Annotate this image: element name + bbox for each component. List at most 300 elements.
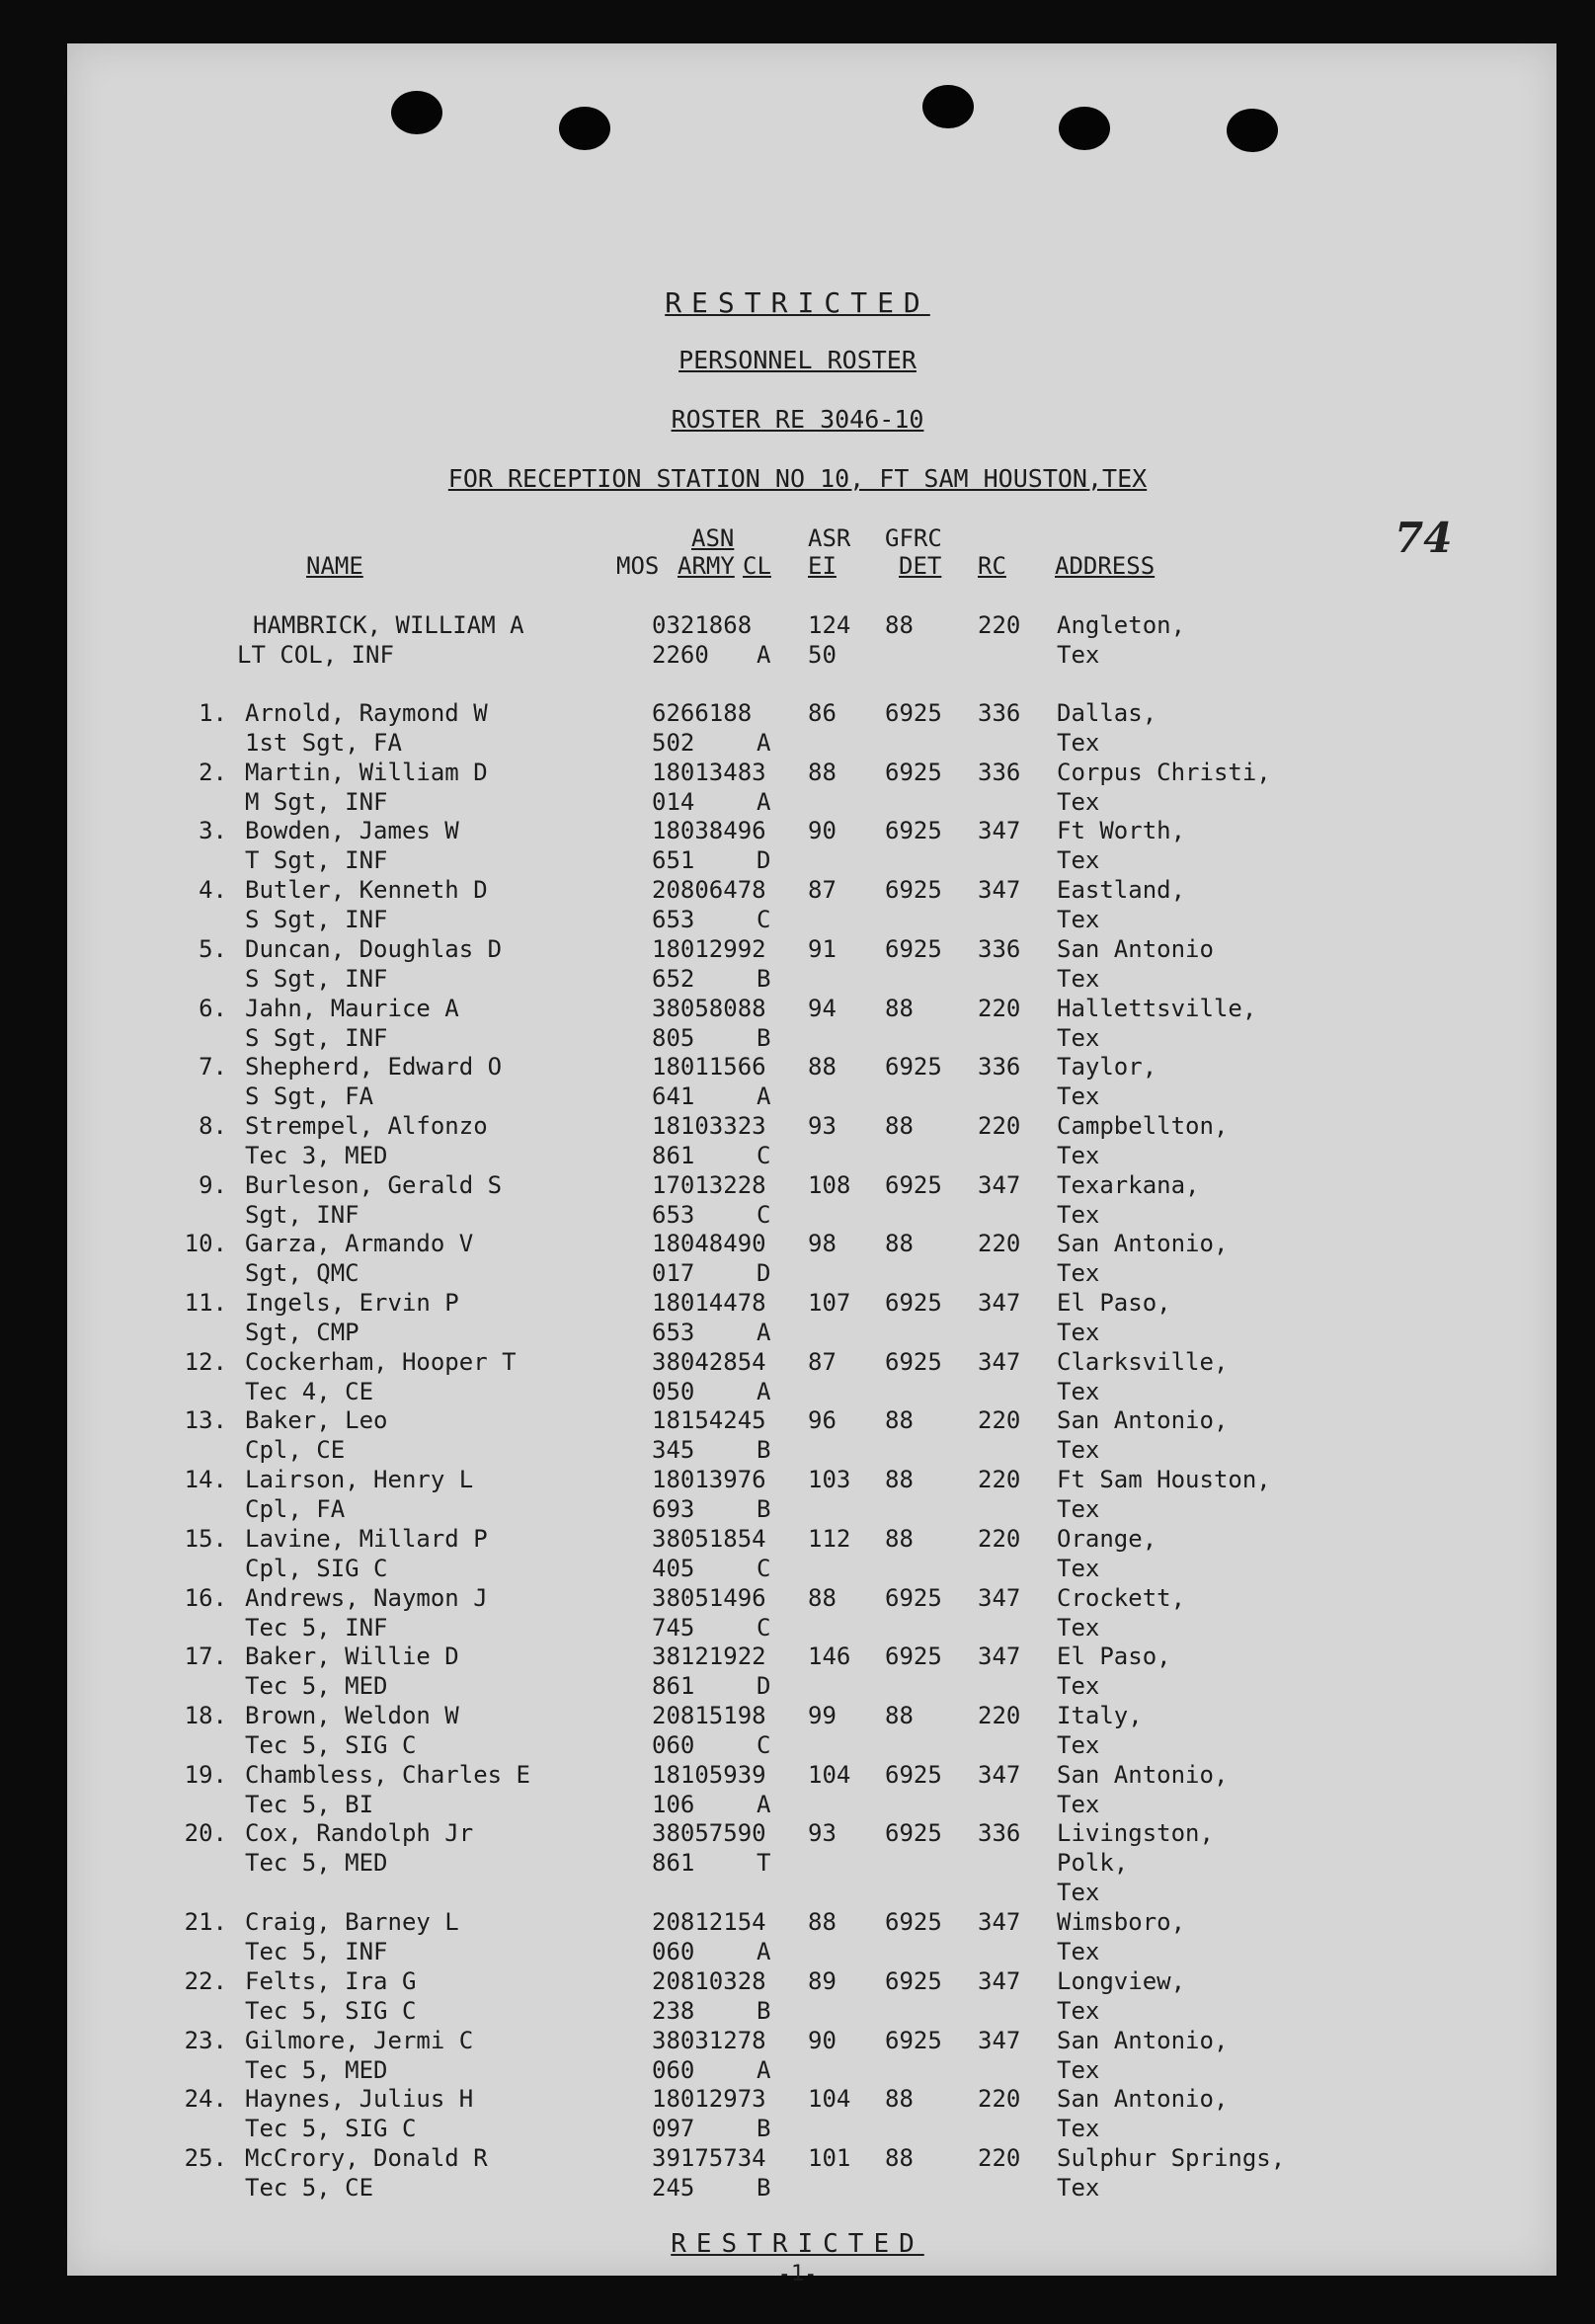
roster-row — [0, 1229, 1595, 1288]
asr-score: 103 — [808, 1466, 851, 1494]
address-line: Tex — [1057, 2174, 1100, 2203]
row-number: 12. — [184, 1347, 227, 1376]
soldier-name: Craig, Barney L — [245, 1908, 459, 1937]
rc-code: 336 — [978, 934, 1021, 963]
asr-score: 104 — [808, 2085, 851, 2114]
roster-row — [0, 994, 1595, 1053]
address-line: Italy, — [1057, 1701, 1143, 1729]
army-serial-number: 38042854 — [652, 1347, 766, 1376]
army-serial-number: 6266188 — [652, 699, 753, 727]
address-line: Tex — [1057, 787, 1100, 816]
soldier-name: Shepherd, Edward O — [245, 1053, 503, 1082]
roster-row — [0, 1465, 1595, 1524]
address-line: Hallettsville, — [1057, 994, 1257, 1022]
asr-score: 146 — [808, 1643, 851, 1671]
roster-row — [0, 2143, 1595, 2203]
address-line: El Paso, — [1057, 1643, 1171, 1671]
army-serial-number: 38057590 — [652, 1819, 766, 1848]
row-number: 11. — [184, 1289, 227, 1317]
mos-code: 017 — [652, 1259, 695, 1288]
soldier-name: Strempel, Alfonzo — [245, 1111, 488, 1140]
gfrc-det: 88 — [885, 2144, 914, 2173]
soldier-rank: Tec 5, SIG C — [245, 2115, 417, 2143]
roster-subtitle: PERSONNEL ROSTER — [678, 346, 917, 374]
address-line: Tex — [1057, 1554, 1100, 1582]
mos-code: 653 — [652, 906, 695, 934]
address-line: Tex — [1057, 1997, 1100, 2025]
asr-score: 94 — [808, 994, 837, 1022]
address-line: Tex — [1057, 906, 1100, 934]
mos-code: 060 — [652, 1938, 695, 1966]
soldier-rank: Tec 5, MED — [245, 1672, 388, 1701]
address-line: Tex — [1057, 1377, 1100, 1405]
row-number: 22. — [184, 1967, 227, 1995]
soldier-name: Ingels, Ervin P — [245, 1289, 459, 1317]
gfrc-det: 6925 — [885, 1170, 942, 1199]
roster-row — [0, 816, 1595, 875]
rc-code: 347 — [978, 1583, 1021, 1612]
col-cl: CL — [743, 552, 771, 580]
soldier-name: Martin, William D — [245, 758, 488, 786]
address-line: Livingston, — [1057, 1819, 1214, 1848]
row-number: 18. — [184, 1701, 227, 1729]
commander-rc: 220 — [978, 611, 1021, 639]
address-line: Wimsboro, — [1057, 1908, 1186, 1937]
soldier-rank: Tec 3, MED — [245, 1141, 388, 1169]
soldier-rank: Tec 5, SIG C — [245, 1730, 417, 1759]
soldier-rank: Cpl, FA — [245, 1495, 346, 1524]
mos-code: 861 — [652, 1849, 695, 1878]
gfrc-det: 6925 — [885, 1583, 942, 1612]
roster-row — [0, 1701, 1595, 1760]
class-code: A — [757, 1319, 771, 1346]
commander-cl: A — [757, 641, 771, 669]
mos-code: 861 — [652, 1672, 695, 1701]
soldier-rank: S Sgt, INF — [245, 906, 388, 934]
soldier-rank: S Sgt, FA — [245, 1082, 374, 1111]
mos-code: 745 — [652, 1613, 695, 1642]
class-code: A — [757, 1377, 771, 1405]
row-number: 7. — [199, 1053, 227, 1082]
soldier-rank: Cpl, CE — [245, 1436, 346, 1465]
gfrc-det: 88 — [885, 1230, 914, 1258]
commander-address-line: Angleton, — [1057, 611, 1186, 639]
soldier-name: Jahn, Maurice A — [245, 994, 459, 1022]
roster-row — [0, 1052, 1595, 1111]
soldier-rank: S Sgt, INF — [245, 964, 388, 993]
commander-asr: 124 — [808, 611, 851, 639]
address-line: San Antonio, — [1057, 1230, 1229, 1258]
col-asn-top: ASN — [691, 524, 735, 552]
address-line: Corpus Christi, — [1057, 758, 1271, 786]
army-serial-number: 17013228 — [652, 1170, 766, 1199]
row-number: 8. — [199, 1111, 227, 1140]
asr-score: 87 — [808, 876, 837, 905]
roster-row — [0, 2026, 1595, 2085]
address-line: Clarksville, — [1057, 1347, 1229, 1376]
gfrc-det: 6925 — [885, 2026, 942, 2054]
address-line: Orange, — [1057, 1524, 1157, 1553]
soldier-name: Andrews, Naymon J — [245, 1583, 488, 1612]
page-number-handwritten: 74 — [1395, 514, 1453, 562]
rc-code: 220 — [978, 1701, 1021, 1729]
class-code: B — [757, 964, 771, 993]
footer-classification: RESTRICTED — [671, 2229, 924, 2259]
gfrc-det: 6925 — [885, 1760, 942, 1789]
punch-hole — [1227, 109, 1278, 152]
address-line: Sulphur Springs, — [1057, 2144, 1286, 2173]
army-serial-number: 18154245 — [652, 1406, 766, 1435]
rc-code: 220 — [978, 1406, 1021, 1435]
classification-title: RESTRICTED — [665, 286, 930, 319]
asr-score: 93 — [808, 1819, 837, 1848]
asr-score: 88 — [808, 1908, 837, 1937]
gfrc-det: 88 — [885, 1111, 914, 1140]
soldier-name: Brown, Weldon W — [245, 1701, 459, 1729]
soldier-rank: Tec 5, MED — [245, 1849, 388, 1878]
rc-code: 220 — [978, 2144, 1021, 2173]
address-line: Tex — [1057, 1259, 1100, 1288]
punch-hole — [559, 107, 610, 150]
roster-row — [0, 1524, 1595, 1583]
soldier-rank: S Sgt, INF — [245, 1023, 388, 1052]
commander-asn: 0321868 — [652, 611, 753, 639]
col-name: NAME — [306, 552, 363, 580]
gfrc-det: 6925 — [885, 934, 942, 963]
roster-row — [0, 1288, 1595, 1347]
soldier-rank: Cpl, SIG C — [245, 1554, 388, 1582]
mos-code: 652 — [652, 964, 695, 993]
asr-score: 104 — [808, 1760, 851, 1789]
soldier-name: Bowden, James W — [245, 817, 459, 845]
class-code: A — [757, 2055, 771, 2084]
address-line: Tex — [1057, 1141, 1100, 1169]
col-rc: RC — [978, 552, 1006, 580]
soldier-rank: Tec 5, CE — [245, 2174, 374, 2203]
address-line: El Paso, — [1057, 1289, 1171, 1317]
mos-code: 050 — [652, 1377, 695, 1405]
col-mos: MOS — [616, 552, 660, 580]
soldier-rank: Tec 4, CE — [245, 1377, 374, 1405]
asr-score: 88 — [808, 1053, 837, 1082]
army-serial-number: 20815198 — [652, 1701, 766, 1729]
roster-row — [0, 1818, 1595, 1907]
roster-row — [0, 934, 1595, 994]
address-line: Tex — [1057, 2055, 1100, 2084]
rc-code: 220 — [978, 1524, 1021, 1553]
soldier-name: Baker, Willie D — [245, 1643, 459, 1671]
mos-code: 653 — [652, 1319, 695, 1346]
asr-score: 98 — [808, 1230, 837, 1258]
address-line: Tex — [1057, 1613, 1100, 1642]
rc-code: 220 — [978, 1111, 1021, 1140]
asr-score: 107 — [808, 1289, 851, 1317]
asr-score: 86 — [808, 699, 837, 727]
address-line: Tex — [1057, 1319, 1100, 1346]
address-line: San Antonio — [1057, 934, 1214, 963]
soldier-name: Lairson, Henry L — [245, 1466, 474, 1494]
class-code: A — [757, 1082, 771, 1111]
gfrc-det: 6925 — [885, 1643, 942, 1671]
roster-row — [0, 1907, 1595, 1966]
col-gfrc: DET — [899, 552, 942, 580]
address-line: Tex — [1057, 1730, 1100, 1759]
address-line: Tex — [1057, 964, 1100, 993]
soldier-rank: Sgt, CMP — [245, 1319, 359, 1346]
roster-row — [0, 2084, 1595, 2143]
gfrc-det: 6925 — [885, 1289, 942, 1317]
address-line: Tex — [1057, 1023, 1100, 1052]
address-line: San Antonio, — [1057, 1406, 1229, 1435]
class-code: B — [757, 1495, 771, 1524]
army-serial-number: 20812154 — [652, 1908, 766, 1937]
asr-score: 99 — [808, 1701, 837, 1729]
soldier-rank: Tec 5, SIG C — [245, 1997, 417, 2025]
rc-code: 220 — [978, 1466, 1021, 1494]
rc-code: 220 — [978, 2085, 1021, 2114]
row-number: 15. — [184, 1524, 227, 1553]
asr-score: 96 — [808, 1406, 837, 1435]
mos-code: 641 — [652, 1082, 695, 1111]
mos-code: 502 — [652, 729, 695, 757]
class-code: T — [757, 1849, 771, 1878]
commander-gfrc: 88 — [885, 611, 914, 639]
soldier-name: Gilmore, Jermi C — [245, 2026, 474, 2054]
army-serial-number: 18013483 — [652, 758, 766, 786]
asr-score: 90 — [808, 2026, 837, 2054]
roster-row — [0, 1111, 1595, 1170]
army-serial-number: 18013976 — [652, 1466, 766, 1494]
army-serial-number: 38121922 — [652, 1643, 766, 1671]
row-number: 13. — [184, 1406, 227, 1435]
col-asr-top: ASR — [808, 524, 851, 552]
rc-code: 220 — [978, 994, 1021, 1022]
asr-score: 87 — [808, 1347, 837, 1376]
col-asn: ARMY — [678, 552, 735, 580]
class-code: B — [757, 1997, 771, 2025]
address-line: Tex — [1057, 729, 1100, 757]
row-number: 16. — [184, 1583, 227, 1612]
gfrc-det: 6925 — [885, 758, 942, 786]
mos-code: 245 — [652, 2174, 695, 2203]
roster-row — [0, 1760, 1595, 1819]
address-line: Polk, — [1057, 1849, 1129, 1878]
soldier-name: Chambless, Charles E — [245, 1760, 530, 1789]
class-code: C — [757, 1141, 771, 1169]
mos-code: 345 — [652, 1436, 695, 1465]
address-line: Tex — [1057, 1938, 1100, 1966]
class-code: A — [757, 787, 771, 816]
mos-code: 014 — [652, 787, 695, 816]
address-line: Ft Sam Houston, — [1057, 1466, 1271, 1494]
class-code: B — [757, 2174, 771, 2203]
col-address: ADDRESS — [1055, 552, 1156, 580]
mos-code: 651 — [652, 846, 695, 875]
row-number: 1. — [199, 699, 227, 727]
soldier-name: Cockerham, Hooper T — [245, 1347, 517, 1376]
address-line: San Antonio, — [1057, 1760, 1229, 1789]
army-serial-number: 18011566 — [652, 1053, 766, 1082]
class-code: B — [757, 2115, 771, 2143]
rc-code: 336 — [978, 758, 1021, 786]
soldier-rank: Sgt, INF — [245, 1200, 359, 1229]
row-number: 2. — [199, 758, 227, 786]
commander-name: HAMBRICK, WILLIAM A — [253, 611, 524, 639]
gfrc-det: 6925 — [885, 1819, 942, 1848]
soldier-name: Arnold, Raymond W — [245, 699, 488, 727]
rc-code: 347 — [978, 1347, 1021, 1376]
row-number: 3. — [199, 817, 227, 845]
soldier-rank: Sgt, QMC — [245, 1259, 359, 1288]
punch-hole — [391, 91, 442, 134]
gfrc-det: 6925 — [885, 699, 942, 727]
row-number: 19. — [184, 1760, 227, 1789]
soldier-rank: Tec 5, INF — [245, 1938, 388, 1966]
commander-address-line: Tex — [1057, 641, 1100, 669]
row-number: 9. — [199, 1170, 227, 1199]
army-serial-number: 18048490 — [652, 1230, 766, 1258]
address-line: Campbellton, — [1057, 1111, 1229, 1140]
row-number: 23. — [184, 2026, 227, 2054]
army-serial-number: 38051854 — [652, 1524, 766, 1553]
address-line: Ft Worth, — [1057, 817, 1186, 845]
army-serial-number: 38051496 — [652, 1583, 766, 1612]
rc-code: 347 — [978, 1289, 1021, 1317]
mos-code: 693 — [652, 1495, 695, 1524]
soldier-rank: M Sgt, INF — [245, 787, 388, 816]
soldier-name: Lavine, Millard P — [245, 1524, 488, 1553]
station-line: FOR RECEPTION STATION NO 10, FT SAM HOUSTON,TEX — [447, 464, 1148, 493]
address-line: Tex — [1057, 1672, 1100, 1701]
soldier-name: McCrory, Donald R — [245, 2144, 488, 2173]
commander-rank: LT COL, INF — [237, 641, 394, 669]
address-line: Dallas, — [1057, 699, 1157, 727]
address-line: San Antonio, — [1057, 2085, 1229, 2114]
rc-code: 347 — [978, 2026, 1021, 2054]
roster-row — [0, 1966, 1595, 2026]
army-serial-number: 18103323 — [652, 1111, 766, 1140]
address-line: Tex — [1057, 2115, 1100, 2143]
rc-code: 347 — [978, 1643, 1021, 1671]
row-number: 14. — [184, 1466, 227, 1494]
row-number: 5. — [199, 934, 227, 963]
roster-row — [0, 1642, 1595, 1701]
soldier-rank: 1st Sgt, FA — [245, 729, 402, 757]
asr-score: 93 — [808, 1111, 837, 1140]
mos-code: 405 — [652, 1554, 695, 1582]
soldier-rank: Tec 5, INF — [245, 1613, 388, 1642]
soldier-rank: Tec 5, MED — [245, 2055, 388, 2084]
roster-row — [0, 758, 1595, 817]
address-line: Tex — [1057, 1495, 1100, 1524]
address-line: Tex — [1057, 1082, 1100, 1111]
class-code: A — [757, 729, 771, 757]
army-serial-number: 38031278 — [652, 2026, 766, 2054]
asr-score: 91 — [808, 934, 837, 963]
address-line: Tex — [1057, 1436, 1100, 1465]
army-serial-number: 20806478 — [652, 876, 766, 905]
army-serial-number: 20810328 — [652, 1967, 766, 1995]
mos-code: 861 — [652, 1141, 695, 1169]
army-serial-number: 38058088 — [652, 994, 766, 1022]
class-code: B — [757, 1023, 771, 1052]
mos-code: 653 — [652, 1200, 695, 1229]
col-asr: EI — [808, 552, 837, 580]
address-line: Tex — [1057, 1200, 1100, 1229]
soldier-name: Baker, Leo — [245, 1406, 388, 1435]
roster-row — [0, 698, 1595, 758]
row-number: 17. — [184, 1643, 227, 1671]
punch-hole — [1059, 107, 1110, 150]
mos-code: 106 — [652, 1790, 695, 1818]
gfrc-det: 88 — [885, 994, 914, 1022]
address-line: San Antonio, — [1057, 2026, 1229, 2054]
army-serial-number: 39175734 — [652, 2144, 766, 2173]
class-code: C — [757, 1554, 771, 1582]
asr-score: 101 — [808, 2144, 851, 2173]
address-line: Tex — [1057, 1790, 1100, 1818]
class-code: A — [757, 1938, 771, 1966]
row-number: 20. — [184, 1819, 227, 1848]
gfrc-det: 6925 — [885, 1347, 942, 1376]
soldier-name: Felts, Ira G — [245, 1967, 417, 1995]
punch-hole — [922, 85, 974, 128]
gfrc-det: 88 — [885, 2085, 914, 2114]
soldier-name: Haynes, Julius H — [245, 2085, 474, 2114]
class-code: C — [757, 906, 771, 934]
class-code: D — [757, 1672, 771, 1701]
rc-code: 347 — [978, 817, 1021, 845]
army-serial-number: 18038496 — [652, 817, 766, 845]
row-number: 10. — [184, 1230, 227, 1258]
commander-entry — [0, 610, 1595, 670]
rc-code: 336 — [978, 1053, 1021, 1082]
rc-code: 347 — [978, 876, 1021, 905]
rc-code: 347 — [978, 1967, 1021, 1995]
asr-score: 88 — [808, 758, 837, 786]
gfrc-det: 6925 — [885, 1908, 942, 1937]
mos-code: 097 — [652, 2115, 695, 2143]
soldier-name: Butler, Kenneth D — [245, 876, 488, 905]
address-line: Tex — [1057, 846, 1100, 875]
class-code: D — [757, 846, 771, 875]
rc-code: 220 — [978, 1230, 1021, 1258]
gfrc-det: 6925 — [885, 817, 942, 845]
row-number: 4. — [199, 876, 227, 905]
mos-code: 805 — [652, 1023, 695, 1052]
soldier-name: Garza, Armando V — [245, 1230, 474, 1258]
address-line: Eastland, — [1057, 876, 1186, 905]
class-code: B — [757, 1436, 771, 1465]
gfrc-det: 88 — [885, 1701, 914, 1729]
row-number: 21. — [184, 1908, 227, 1937]
mos-code: 060 — [652, 1730, 695, 1759]
address-line: Longview, — [1057, 1967, 1186, 1995]
address-line: Crockett, — [1057, 1583, 1186, 1612]
row-number: 24. — [184, 2085, 227, 2114]
col-gfrc-top: GFRC — [885, 524, 942, 552]
soldier-name: Duncan, Doughlas D — [245, 934, 503, 963]
class-code: C — [757, 1730, 771, 1759]
asr-score: 88 — [808, 1583, 837, 1612]
rc-code: 347 — [978, 1908, 1021, 1937]
roster-row — [0, 1583, 1595, 1643]
commander-mos: 2260 — [652, 641, 709, 669]
rc-code: 336 — [978, 699, 1021, 727]
gfrc-det: 88 — [885, 1524, 914, 1553]
address-line: Texarkana, — [1057, 1170, 1200, 1199]
gfrc-det: 88 — [885, 1466, 914, 1494]
